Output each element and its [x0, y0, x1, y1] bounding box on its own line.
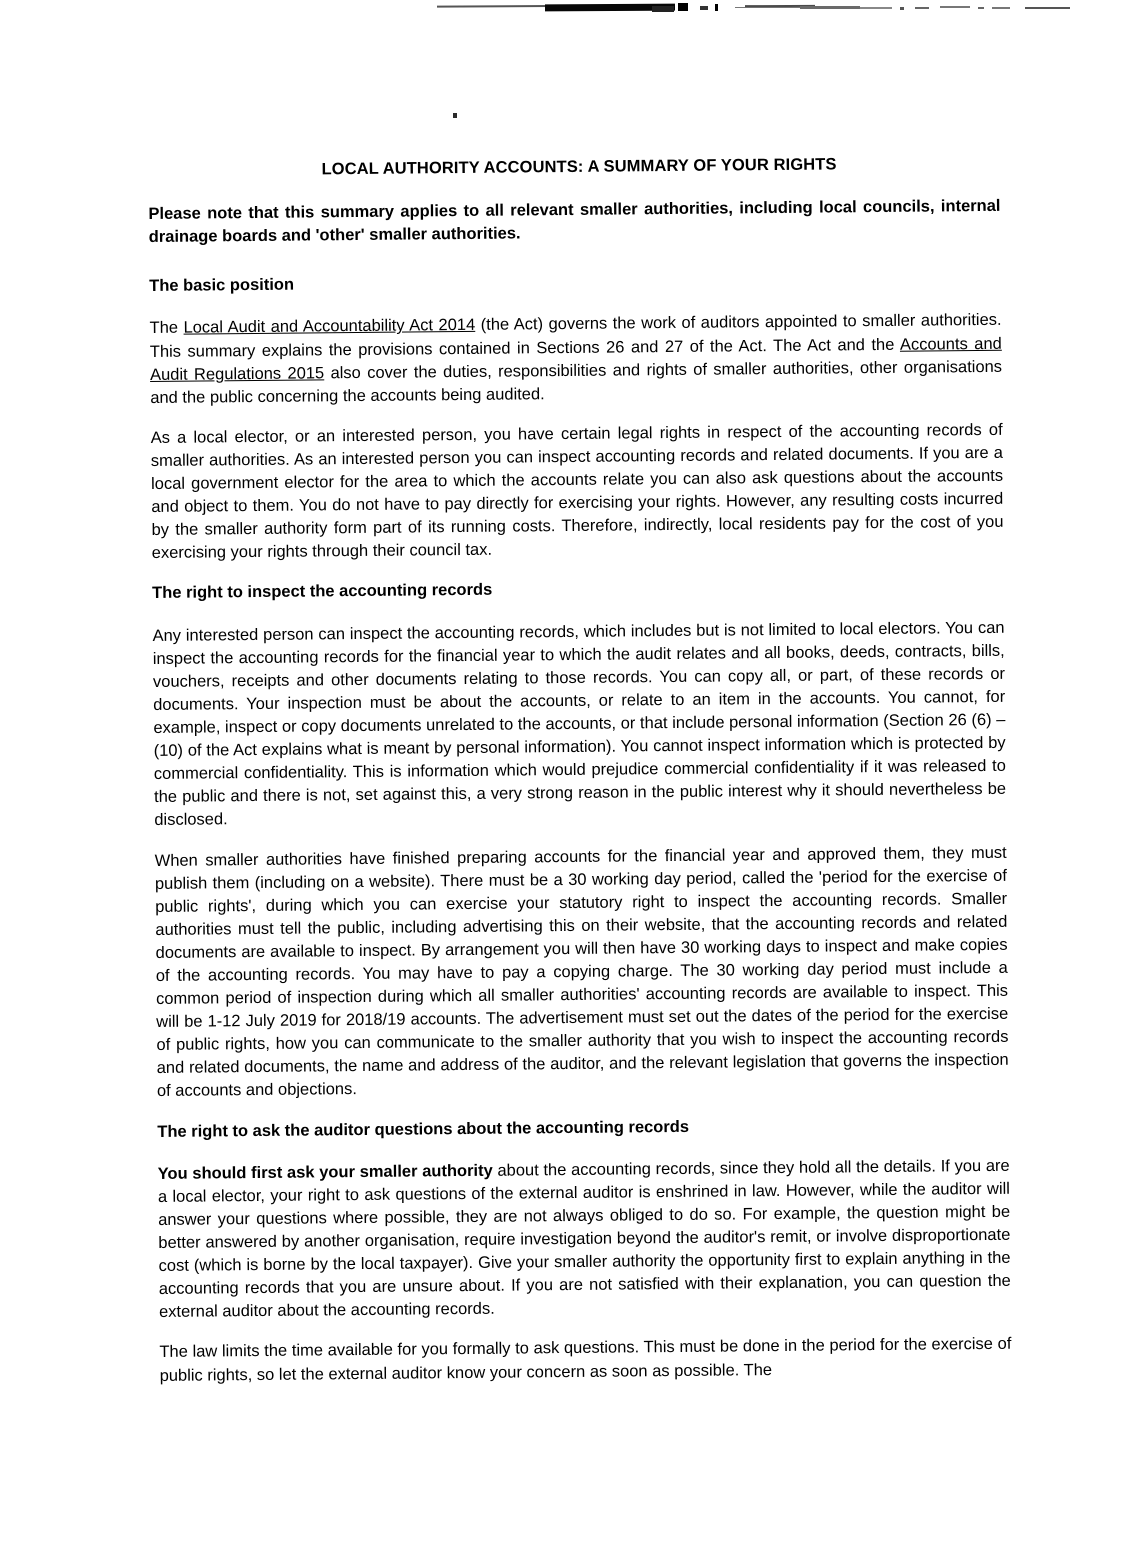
- paragraph-text: (the Act) governs the work of auditors appointed to smaller authorities. This summary explains the provisions contained in Sections 26 and 27 of the Act. The Act and the: [149, 311, 1002, 361]
- paragraph-text: about the accounting records, since they hold all the details. If you are a local elector, your right to ask questions of the external auditor is enshrined in law. However, while the auditor will answer your questions where possible, they are not always obliged to do so. For example, the question might be better answered by another organisation, require investigation beyond the auditor's remit, or involve disproportionate cost (which is borne by the local taxpayer). Give your smaller authority the opportunity first to explain anything in the accounting records that you are unsure about. If you are not satisfied with their explanation, you can question the external auditor about the accounting records.: [157, 1156, 1011, 1322]
- paragraph-text: The law limits the time available for you formally to ask questions. This must be done in the period for the exercise of public rights, so let the external auditor know your concern as soon as possible. The: [159, 1335, 1012, 1385]
- body-paragraph: [152, 616, 1006, 832]
- paragraph-text: When smaller authorities have finished preparing accounts for the financial year and approved them, they must publish them (including on a website). There must be a 30 working day period, called the 'period for the exercise of public rights', during which you can exercise your statutory right to inspect the accounting records. Smaller authorities must tell the public, including advertising this on their website, that the accounting records and related documents are available to inspect. By arrangement you will then have 30 working days to inspect and make copies of the accounting records. You may have to pay a copying charge. The 30 working day period must include a common period of inspection during which all smaller authorities' accounting records are available to inspect. This will be 1-12 July 2019 for 2018/19 accounts. The advertisement must set out the dates of the period for the exercise of public rights, how you can communicate to the smaller authority that you wish to inspect the accounting records and related documents, the name and address of the auditor, and the relevant legislation that governs the inspection of accounts and objections.: [154, 843, 1009, 1101]
- document-sections: [149, 267, 1012, 1388]
- body-paragraph: [151, 419, 1004, 566]
- body-paragraph: [159, 1333, 1011, 1387]
- body-paragraph: [149, 309, 1002, 410]
- paragraph-lead-in: You should first ask your smaller authority: [157, 1161, 493, 1183]
- body-paragraph: [155, 841, 1009, 1103]
- body-paragraph: [158, 1155, 1012, 1325]
- paragraph-text: As a local elector, or an interested person, you have certain legal rights in respect of the accounting records of smaller authorities. As an interested person you can inspect accounting records and related documents. If you are a local government elector for the area to which the accounts relate you can also ask questions about the accounts and object to them. You do not have to pay directly for exercising your rights. However, any resulting costs incurred by the smaller authority form part of its running costs. Therefore, indirectly, local residents pay for the cost of you exercising your rights through their council tax.: [150, 420, 1004, 563]
- paragraph-text: also cover the duties, responsibilities and rights of smaller authorities, other organisations and the public concerning the accounts being audited.: [150, 357, 1003, 407]
- section-heading: The right to ask the auditor questions about the accounting records: [157, 1117, 690, 1141]
- page-title: LOCAL AUTHORITY ACCOUNTS: A SUMMARY OF YOUR RIGHTS: [321, 155, 837, 179]
- legislation-link[interactable]: Accounts and Audit Regulations 2015: [149, 334, 1002, 384]
- scan-edge-artifacts: [0, 0, 1139, 18]
- intro-paragraph: Please note that this summary applies to all relevant smaller authorities, including local councils, internal drainage boards and 'other' smaller authorities.: [148, 196, 1001, 247]
- section-heading: The right to inspect the accounting records: [152, 581, 493, 603]
- legislation-link[interactable]: Local Audit and Accountability Act 2014: [183, 316, 476, 338]
- document-body: [148, 154, 1012, 1405]
- paragraph-text: Any interested person can inspect the accounting records, which includes but is not limited to local electors. You can inspect the accounting records for the financial year to which the audit relates and all books, deeds, contracts, bills, vouchers, receipts and other documents relating to those records. You can copy all, or part, of these records or documents. Your inspection must be about the accounts, or relate to an item in the accounts. You cannot, for example, inspect or copy documents unrelated to the accounts, or that include personal information (Section 26 (6) – (10) of the Act explains what is meant by personal information). You cannot inspect information which is protected by commercial confidentiality. This is information which would prejudice commercial confidentiality if it was released to the public and there is not, set against this, a very strong reason in the public interest why it should nevertheless be disclosed.: [152, 618, 1007, 830]
- scan-dust-speck: [453, 113, 457, 118]
- section-heading: The basic position: [149, 275, 295, 296]
- paragraph-text: The: [149, 319, 184, 338]
